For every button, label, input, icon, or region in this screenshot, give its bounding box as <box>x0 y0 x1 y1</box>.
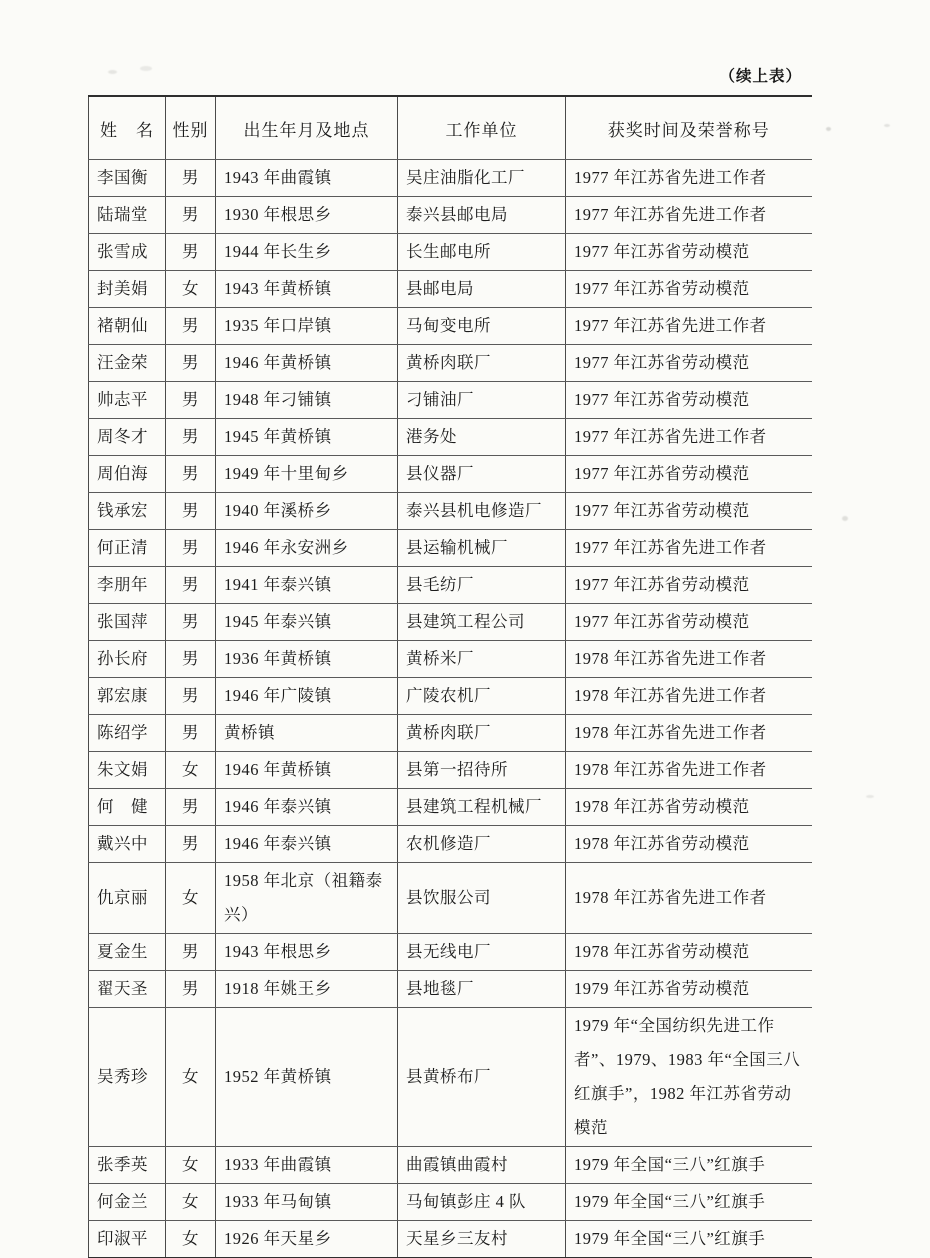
cell-birth: 1944 年长生乡 <box>216 234 398 271</box>
cell-gender: 男 <box>166 382 216 419</box>
cell-award: 1977 年江苏省劳动模范 <box>566 456 812 493</box>
table-row <box>89 1221 812 1258</box>
cell-name: 钱承宏 <box>89 493 166 530</box>
cell-award: 1978 年江苏省劳动模范 <box>566 789 812 826</box>
cell-birth: 1941 年泰兴镇 <box>216 567 398 604</box>
cell-award: 1977 年江苏省劳动模范 <box>566 493 812 530</box>
cell-award: 1978 年江苏省先进工作者 <box>566 641 812 678</box>
cell-award: 1978 年江苏省劳动模范 <box>566 934 812 971</box>
cell-birth: 1933 年曲霞镇 <box>216 1147 398 1184</box>
cell-award: 1978 年江苏省先进工作者 <box>566 863 812 934</box>
cell-gender: 男 <box>166 789 216 826</box>
cell-birth: 1946 年黄桥镇 <box>216 752 398 789</box>
cell-award: 1977 年江苏省劳动模范 <box>566 567 812 604</box>
table-row <box>89 234 812 271</box>
cell-gender: 男 <box>166 234 216 271</box>
cell-birth: 1948 年刁铺镇 <box>216 382 398 419</box>
cell-gender: 男 <box>166 567 216 604</box>
scan-artifact <box>866 795 874 798</box>
table-header <box>89 96 812 160</box>
table-row <box>89 160 812 197</box>
cell-award: 1977 年江苏省劳动模范 <box>566 604 812 641</box>
cell-work: 泰兴县机电修造厂 <box>398 493 566 530</box>
cell-work: 县建筑工程机械厂 <box>398 789 566 826</box>
header-birth: 出生年月及地点 <box>216 96 398 160</box>
cell-birth: 1946 年泰兴镇 <box>216 789 398 826</box>
cell-gender: 男 <box>166 308 216 345</box>
cell-gender: 男 <box>166 678 216 715</box>
cell-birth: 1926 年天星乡 <box>216 1221 398 1258</box>
cell-work: 泰兴县邮电局 <box>398 197 566 234</box>
cell-name: 翟天圣 <box>89 971 166 1008</box>
cell-birth: 1943 年黄桥镇 <box>216 271 398 308</box>
cell-name: 夏金生 <box>89 934 166 971</box>
cell-birth: 黄桥镇 <box>216 715 398 752</box>
cell-work: 黄桥肉联厂 <box>398 715 566 752</box>
table-row <box>89 1184 812 1221</box>
scan-artifact <box>108 70 117 74</box>
cell-work: 长生邮电所 <box>398 234 566 271</box>
cell-gender: 女 <box>166 271 216 308</box>
cell-award: 1977 年江苏省先进工作者 <box>566 530 812 567</box>
table-row <box>89 382 812 419</box>
cell-birth: 1943 年根思乡 <box>216 934 398 971</box>
cell-award: 1977 年江苏省劳动模范 <box>566 234 812 271</box>
table-row <box>89 567 812 604</box>
header-gender: 性别 <box>166 96 216 160</box>
cell-work: 县毛纺厂 <box>398 567 566 604</box>
cell-award: 1979 年江苏省劳动模范 <box>566 971 812 1008</box>
cell-gender: 女 <box>166 1008 216 1147</box>
cell-name: 何 健 <box>89 789 166 826</box>
cell-name: 印淑平 <box>89 1221 166 1258</box>
cell-name: 何金兰 <box>89 1184 166 1221</box>
cell-name: 吴秀珍 <box>89 1008 166 1147</box>
cell-gender: 女 <box>166 1184 216 1221</box>
cell-name: 张季英 <box>89 1147 166 1184</box>
cell-award: 1978 年江苏省先进工作者 <box>566 715 812 752</box>
table-row <box>89 678 812 715</box>
table-row <box>89 530 812 567</box>
header-award: 获奖时间及荣誉称号 <box>566 96 812 160</box>
cell-award: 1977 年江苏省劳动模范 <box>566 345 812 382</box>
cell-gender: 男 <box>166 419 216 456</box>
table-row <box>89 971 812 1008</box>
cell-gender: 男 <box>166 530 216 567</box>
table-row <box>89 604 812 641</box>
cell-birth: 1945 年泰兴镇 <box>216 604 398 641</box>
table-row <box>89 715 812 752</box>
cell-name: 帅志平 <box>89 382 166 419</box>
cell-gender: 男 <box>166 641 216 678</box>
cell-award: 1978 年江苏省先进工作者 <box>566 678 812 715</box>
cell-name: 封美娟 <box>89 271 166 308</box>
cell-birth: 1940 年溪桥乡 <box>216 493 398 530</box>
continuation-note: （续上表） <box>719 68 802 85</box>
cell-name: 朱文娟 <box>89 752 166 789</box>
cell-birth: 1933 年马甸镇 <box>216 1184 398 1221</box>
table-row <box>89 641 812 678</box>
table-row <box>89 456 812 493</box>
header-row <box>89 96 812 160</box>
cell-work: 县无线电厂 <box>398 934 566 971</box>
cell-award: 1977 年江苏省先进工作者 <box>566 160 812 197</box>
cell-gender: 男 <box>166 345 216 382</box>
cell-work: 黄桥肉联厂 <box>398 345 566 382</box>
cell-work: 县第一招待所 <box>398 752 566 789</box>
cell-award: 1979 年全国“三八”红旗手 <box>566 1147 812 1184</box>
cell-birth: 1936 年黄桥镇 <box>216 641 398 678</box>
cell-work: 县饮服公司 <box>398 863 566 934</box>
cell-award: 1977 年江苏省先进工作者 <box>566 419 812 456</box>
table-body <box>89 160 812 1258</box>
cell-gender: 男 <box>166 456 216 493</box>
cell-birth: 1946 年黄桥镇 <box>216 345 398 382</box>
table-row <box>89 934 812 971</box>
cell-birth: 1946 年永安洲乡 <box>216 530 398 567</box>
cell-gender: 女 <box>166 1221 216 1258</box>
table-row <box>89 345 812 382</box>
cell-gender: 男 <box>166 826 216 863</box>
cell-birth: 1935 年口岸镇 <box>216 308 398 345</box>
cell-birth: 1952 年黄桥镇 <box>216 1008 398 1147</box>
cell-work: 县黄桥布厂 <box>398 1008 566 1147</box>
cell-gender: 女 <box>166 1147 216 1184</box>
cell-name: 褚朝仙 <box>89 308 166 345</box>
header-work: 工作单位 <box>398 96 566 160</box>
cell-award: 1977 年江苏省劳动模范 <box>566 382 812 419</box>
table-row <box>89 752 812 789</box>
cell-name: 张雪成 <box>89 234 166 271</box>
table-container <box>88 95 811 1258</box>
table-row <box>89 271 812 308</box>
cell-name: 周冬才 <box>89 419 166 456</box>
cell-gender: 女 <box>166 752 216 789</box>
cell-award: 1979 年全国“三八”红旗手 <box>566 1221 812 1258</box>
cell-gender: 男 <box>166 197 216 234</box>
awards-table <box>88 95 812 1258</box>
table-row <box>89 419 812 456</box>
cell-gender: 男 <box>166 604 216 641</box>
cell-name: 张国萍 <box>89 604 166 641</box>
cell-gender: 男 <box>166 493 216 530</box>
table-row <box>89 308 812 345</box>
cell-work: 刁铺油厂 <box>398 382 566 419</box>
cell-work: 县建筑工程公司 <box>398 604 566 641</box>
cell-work: 县仪器厂 <box>398 456 566 493</box>
cell-work: 县地毯厂 <box>398 971 566 1008</box>
cell-name: 陈绍学 <box>89 715 166 752</box>
table-row <box>89 863 812 934</box>
scan-artifact <box>842 516 848 521</box>
cell-work: 县邮电局 <box>398 271 566 308</box>
cell-name: 孙长府 <box>89 641 166 678</box>
cell-name: 李朋年 <box>89 567 166 604</box>
table-row <box>89 826 812 863</box>
cell-work: 天星乡三友村 <box>398 1221 566 1258</box>
header-name: 姓 名 <box>89 96 166 160</box>
scan-artifact <box>826 127 831 131</box>
cell-work: 黄桥米厂 <box>398 641 566 678</box>
cell-birth: 1949 年十里甸乡 <box>216 456 398 493</box>
table-row <box>89 493 812 530</box>
cell-award: 1979 年全国“三八”红旗手 <box>566 1184 812 1221</box>
cell-birth: 1958 年北京（祖籍泰兴） <box>216 863 398 934</box>
cell-birth: 1945 年黄桥镇 <box>216 419 398 456</box>
cell-name: 戴兴中 <box>89 826 166 863</box>
scan-artifact <box>884 124 890 127</box>
cell-birth: 1930 年根思乡 <box>216 197 398 234</box>
scan-artifact <box>140 66 152 71</box>
cell-name: 何正清 <box>89 530 166 567</box>
cell-work: 港务处 <box>398 419 566 456</box>
cell-name: 周伯海 <box>89 456 166 493</box>
cell-award: 1977 年江苏省先进工作者 <box>566 308 812 345</box>
cell-birth: 1946 年泰兴镇 <box>216 826 398 863</box>
cell-birth: 1946 年广陵镇 <box>216 678 398 715</box>
cell-name: 陆瑞堂 <box>89 197 166 234</box>
cell-award: 1979 年“全国纺织先进工作者”、1979、1983 年“全国三八红旗手”，1982 年江苏省劳动模范 <box>566 1008 812 1147</box>
cell-birth: 1918 年姚王乡 <box>216 971 398 1008</box>
cell-birth: 1943 年曲霞镇 <box>216 160 398 197</box>
cell-work: 马甸变电所 <box>398 308 566 345</box>
cell-award: 1978 年江苏省先进工作者 <box>566 752 812 789</box>
table-row <box>89 197 812 234</box>
cell-gender: 男 <box>166 160 216 197</box>
cell-work: 县运输机械厂 <box>398 530 566 567</box>
cell-work: 吴庄油脂化工厂 <box>398 160 566 197</box>
cell-name: 李国衡 <box>89 160 166 197</box>
cell-work: 马甸镇彭庄 4 队 <box>398 1184 566 1221</box>
cell-name: 郭宏康 <box>89 678 166 715</box>
cell-gender: 女 <box>166 863 216 934</box>
cell-name: 汪金荣 <box>89 345 166 382</box>
cell-award: 1977 年江苏省劳动模范 <box>566 271 812 308</box>
cell-name: 仇京丽 <box>89 863 166 934</box>
table-row <box>89 1008 812 1147</box>
cell-gender: 男 <box>166 934 216 971</box>
cell-work: 广陵农机厂 <box>398 678 566 715</box>
cell-work: 农机修造厂 <box>398 826 566 863</box>
table-row <box>89 1147 812 1184</box>
cell-gender: 男 <box>166 971 216 1008</box>
cell-gender: 男 <box>166 715 216 752</box>
table-row <box>89 789 812 826</box>
cell-award: 1978 年江苏省劳动模范 <box>566 826 812 863</box>
cell-award: 1977 年江苏省先进工作者 <box>566 197 812 234</box>
cell-work: 曲霞镇曲霞村 <box>398 1147 566 1184</box>
